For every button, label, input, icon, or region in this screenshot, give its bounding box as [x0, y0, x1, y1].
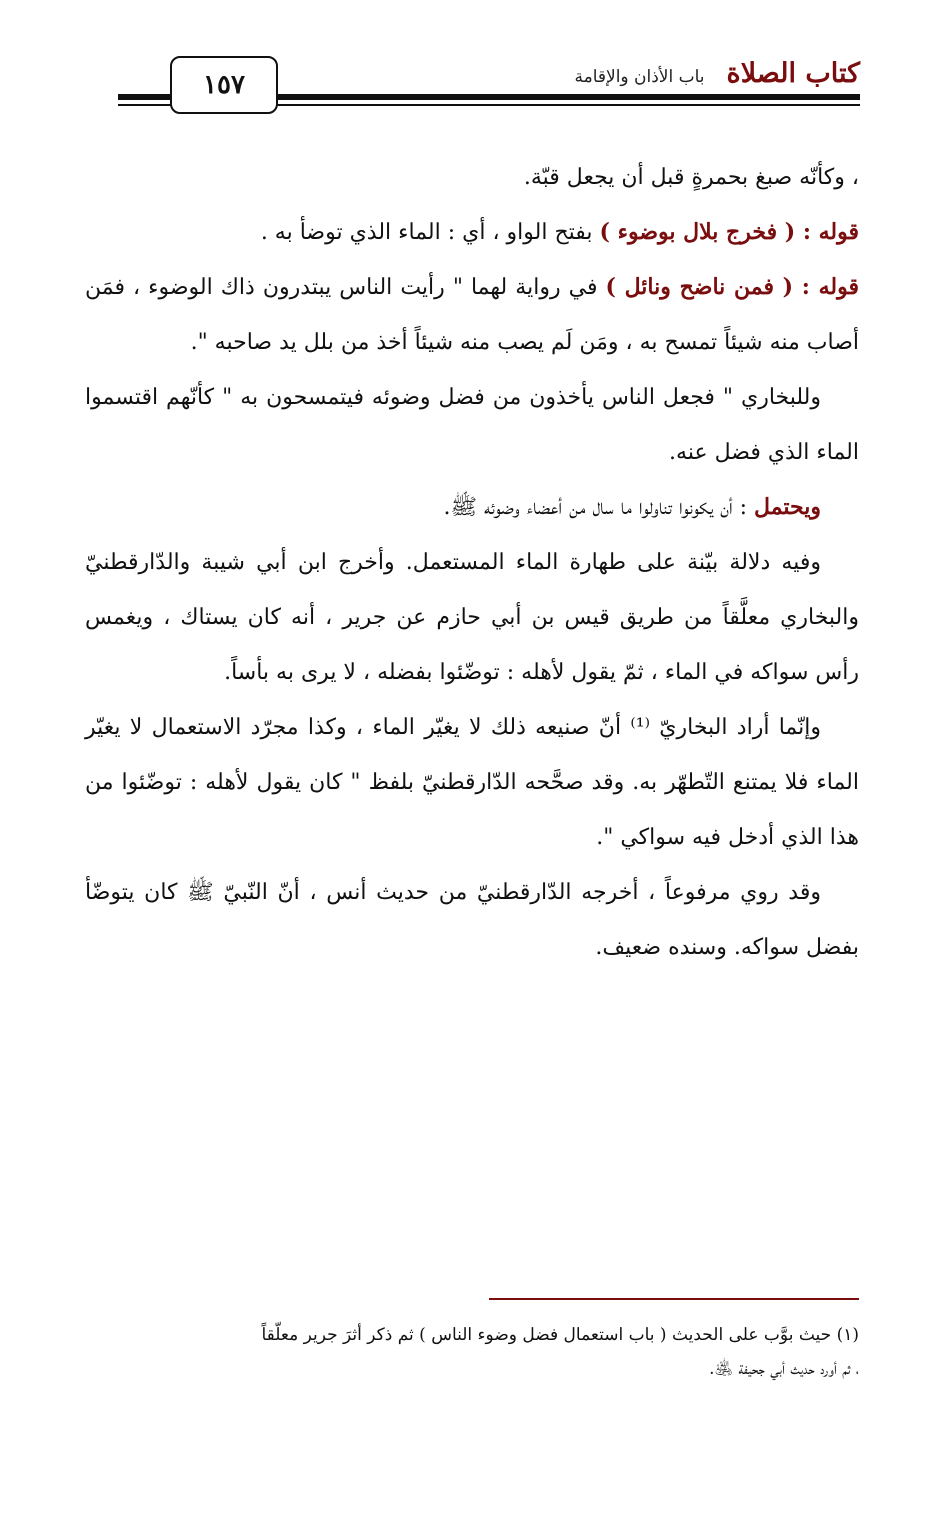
footnote-divider — [489, 1298, 859, 1300]
paragraph-text: وفيه دلالة بيّنة على طهارة الماء المستعمل. وأخرج ابن أبي شيبة والدّارقطنيّ والبخاري معلَّقاً من طريق قيس بن أبي حازم عن جرير ، أنه كان يستاك ، ويغمس رأس سواكه في الماء ، ثمّ يقول لأهله : توضّئوا بفضله ، لا يرى به بأساً. — [85, 550, 859, 685]
paragraph — [85, 260, 859, 370]
paragraph — [85, 150, 859, 205]
paragraph — [85, 865, 859, 975]
paragraph — [85, 535, 859, 700]
paragraph-text: ، وكأنّه صبغ بحمرةٍ قبل أن يجعل قبّة. — [523, 165, 859, 190]
paragraph — [85, 480, 859, 535]
paragraph — [85, 700, 859, 865]
footnote-line: (١) حيث بوَّب على الحديث ( باب استعمال فضل وضوء الناس ) ثم ذكر أثرَ جرير معلّقاً — [261, 1325, 859, 1345]
chapter-title: باب الأذان والإقامة — [574, 67, 705, 87]
page-header — [118, 52, 860, 114]
keyword-label: قوله : ( فخرج بلال بوضوء ) — [599, 219, 859, 245]
footnote — [85, 1318, 859, 1386]
book-title: كتاب الصلاة — [726, 58, 860, 89]
paragraph — [85, 370, 859, 480]
header-titles — [574, 58, 860, 89]
paragraph-text: بفتح الواو ، أي : الماء الذي توضأ به . — [260, 220, 600, 245]
paragraph-text: وللبخاري " فجعل الناس يأخذون من فضل وضوئه فيتمسحون به " كأنّهم اقتسموا الماء الذي فضل عنه. — [85, 385, 859, 465]
keyword-label: ويحتمل — [754, 494, 821, 520]
paragraph-text: وقد روي مرفوعاً ، أخرجه الدّارقطنيّ من حديث أنس ، أنّ النّبيّ ﷺ كان يتوضّأ بفضل سواكه. وسنده ضعيف. — [85, 880, 859, 960]
paragraph-text: وإنّما أراد البخاريّ ⁽¹⁾ أنّ صنيعه ذلك لا يغيّر الماء ، وكذا مجرّد الاستعمال لا يغيّر الماء فلا يمتنع التّطهّر به. وقد صحَّحه الدّارقطنيّ بلفظ " كان يقول لأهله : توضّئوا من هذا الذي أدخل فيه سواكي ". — [85, 715, 859, 850]
page-number: ١٥٧ — [170, 56, 278, 114]
footnote-line: ، ثم أورد حديث أبي جحيفة ﵁. — [709, 1359, 859, 1379]
keyword-label: قوله : ( فمن ناضح ونائل ) — [605, 274, 860, 300]
paragraph-text: في رواية لهما " رأيت الناس يبتدرون ذاك الوضوء ، فمَن أصاب منه شيئاً تمسح به ، ومَن لَم يصب منه شيئاً أخذ من بلل يد صاحبه ". — [85, 275, 859, 355]
paragraph — [85, 205, 859, 260]
paragraph-text: : أن يكونوا تناولوا ما سال من أعضاء وضوئه ﷺ. — [443, 495, 755, 520]
main-text — [85, 150, 859, 975]
